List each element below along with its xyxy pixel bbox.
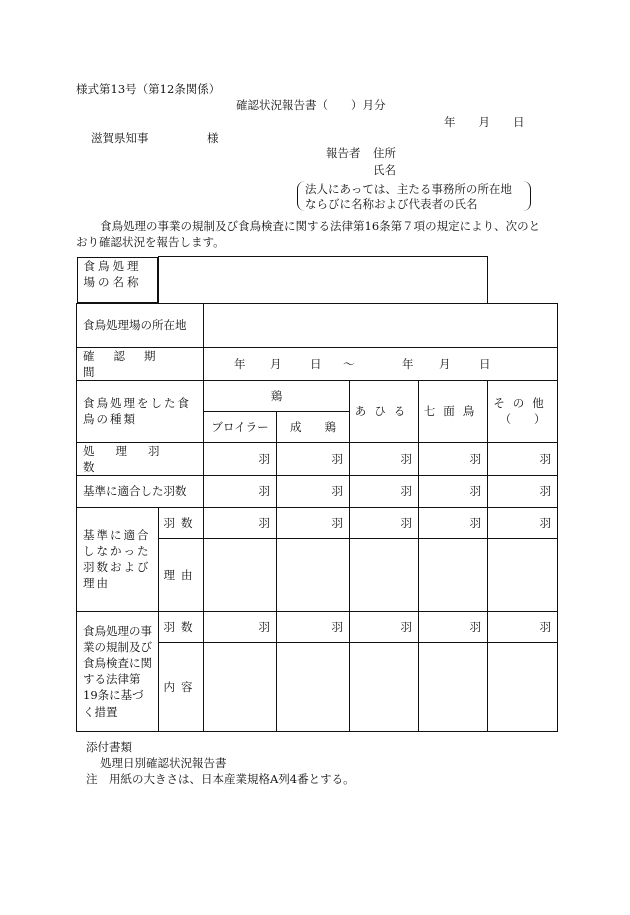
period-start-day: 日 xyxy=(310,356,322,371)
address-label: 住所 xyxy=(373,146,396,160)
other-label: その他 xyxy=(493,396,552,411)
corporate-note-line1: 法人にあっては、主たる事務所の所在地 xyxy=(305,182,512,196)
period-separator: ～ xyxy=(343,356,355,371)
processed-count-label: 処理羽数 xyxy=(77,442,204,475)
passed-count-label: 基準に適合した羽数 xyxy=(77,475,204,507)
failed-label: 基準に適合しなかった羽数および理由 xyxy=(77,507,159,611)
processed-adult[interactable]: 羽 xyxy=(277,442,350,475)
date-line: 年 月 日 xyxy=(444,115,525,129)
facility-name-field[interactable] xyxy=(159,257,488,304)
period-start-year: 年 xyxy=(234,356,246,371)
measures-other[interactable]: 羽 xyxy=(488,611,558,642)
reason-turkey[interactable] xyxy=(419,538,488,611)
facility-name-label: 食鳥処理場の名称 xyxy=(77,257,159,303)
passed-turkey[interactable]: 羽 xyxy=(419,475,488,507)
other-header xyxy=(488,380,558,442)
size-note: 注 用紙の大きさは、日本産業規格A列4番とする。 xyxy=(86,772,355,786)
table-row xyxy=(77,257,558,304)
measures-duck[interactable]: 羽 xyxy=(350,611,419,642)
addressee: 滋賀県知事 xyxy=(91,131,149,145)
other-paren: （ ） xyxy=(499,412,546,427)
attachment-item: 処理日別確認状況報告書 xyxy=(100,756,227,770)
facility-location-label: 食鳥処理場の所在地 xyxy=(77,303,204,347)
measures-label: 食鳥処理の事業の規制及び食鳥検査に関する法律第19条に基づく措置 xyxy=(77,611,159,731)
period-end-year: 年 xyxy=(402,356,414,371)
body-text-line2: おり確認状況を報告します。 xyxy=(76,235,225,249)
failed-adult[interactable]: 羽 xyxy=(277,507,350,538)
table-row xyxy=(77,507,558,538)
form-number: 様式第13号（第12条関係） xyxy=(76,82,221,96)
measures-adult[interactable]: 羽 xyxy=(277,611,350,642)
page-title: 確認状況報告書（ ）月分 xyxy=(236,98,386,112)
passed-other[interactable]: 羽 xyxy=(488,475,558,507)
processed-duck[interactable]: 羽 xyxy=(350,442,419,475)
reason-duck[interactable] xyxy=(350,538,419,611)
content-adult[interactable] xyxy=(277,642,350,731)
facility-location-field[interactable] xyxy=(204,303,558,347)
period-end-day: 日 xyxy=(479,356,491,371)
reason-label: 理由 xyxy=(159,538,204,611)
report-table xyxy=(76,256,558,732)
passed-broiler[interactable]: 羽 xyxy=(204,475,277,507)
content-label: 内容 xyxy=(159,642,204,731)
duck-header: あひる xyxy=(350,380,419,442)
failed-duck[interactable]: 羽 xyxy=(350,507,419,538)
failed-broiler[interactable]: 羽 xyxy=(204,507,277,538)
adult-chicken-header: 成 鶏 xyxy=(277,411,350,442)
period-start-month: 月 xyxy=(270,356,282,371)
table-row xyxy=(77,303,558,347)
measures-turkey[interactable]: 羽 xyxy=(419,611,488,642)
passed-adult[interactable]: 羽 xyxy=(277,475,350,507)
content-turkey[interactable] xyxy=(419,642,488,731)
table-row xyxy=(77,611,558,642)
failed-turkey[interactable]: 羽 xyxy=(419,507,488,538)
passed-duck[interactable]: 羽 xyxy=(350,475,419,507)
name-label: 氏名 xyxy=(373,163,396,177)
failed-count-label: 羽数 xyxy=(159,507,204,538)
processed-other[interactable]: 羽 xyxy=(488,442,558,475)
content-broiler[interactable] xyxy=(204,642,277,731)
content-other[interactable] xyxy=(488,642,558,731)
attachments-label: 添付書類 xyxy=(86,740,132,754)
bird-type-label: 食鳥処理をした食鳥の種類 xyxy=(77,380,204,442)
reason-broiler[interactable] xyxy=(204,538,277,611)
reason-other[interactable] xyxy=(488,538,558,611)
measures-broiler[interactable]: 羽 xyxy=(204,611,277,642)
processed-broiler[interactable]: 羽 xyxy=(204,442,277,475)
content-duck[interactable] xyxy=(350,642,419,731)
table-row xyxy=(77,347,558,380)
honorific: 様 xyxy=(207,131,219,145)
corporate-note-line2: ならびに名称および代表者の氏名 xyxy=(305,197,478,211)
table-row xyxy=(77,442,558,475)
measures-count-label: 羽数 xyxy=(159,611,204,642)
processed-turkey[interactable]: 羽 xyxy=(419,442,488,475)
reporter-label: 報告者 xyxy=(326,146,361,160)
failed-other[interactable]: 羽 xyxy=(488,507,558,538)
period-label: 確認期間 xyxy=(77,347,204,380)
broiler-header: ブロイラー xyxy=(204,411,277,442)
period-end-month: 月 xyxy=(439,356,451,371)
chicken-header: 鶏 xyxy=(204,380,350,411)
period-field[interactable] xyxy=(204,347,558,380)
reason-adult[interactable] xyxy=(277,538,350,611)
table-row xyxy=(77,475,558,507)
table-row xyxy=(77,380,558,411)
body-text-line1: 食鳥処理の事業の規制及び食鳥検査に関する法律第16条第７項の規定により、次のと xyxy=(100,219,541,233)
turkey-header: 七面鳥 xyxy=(419,380,488,442)
